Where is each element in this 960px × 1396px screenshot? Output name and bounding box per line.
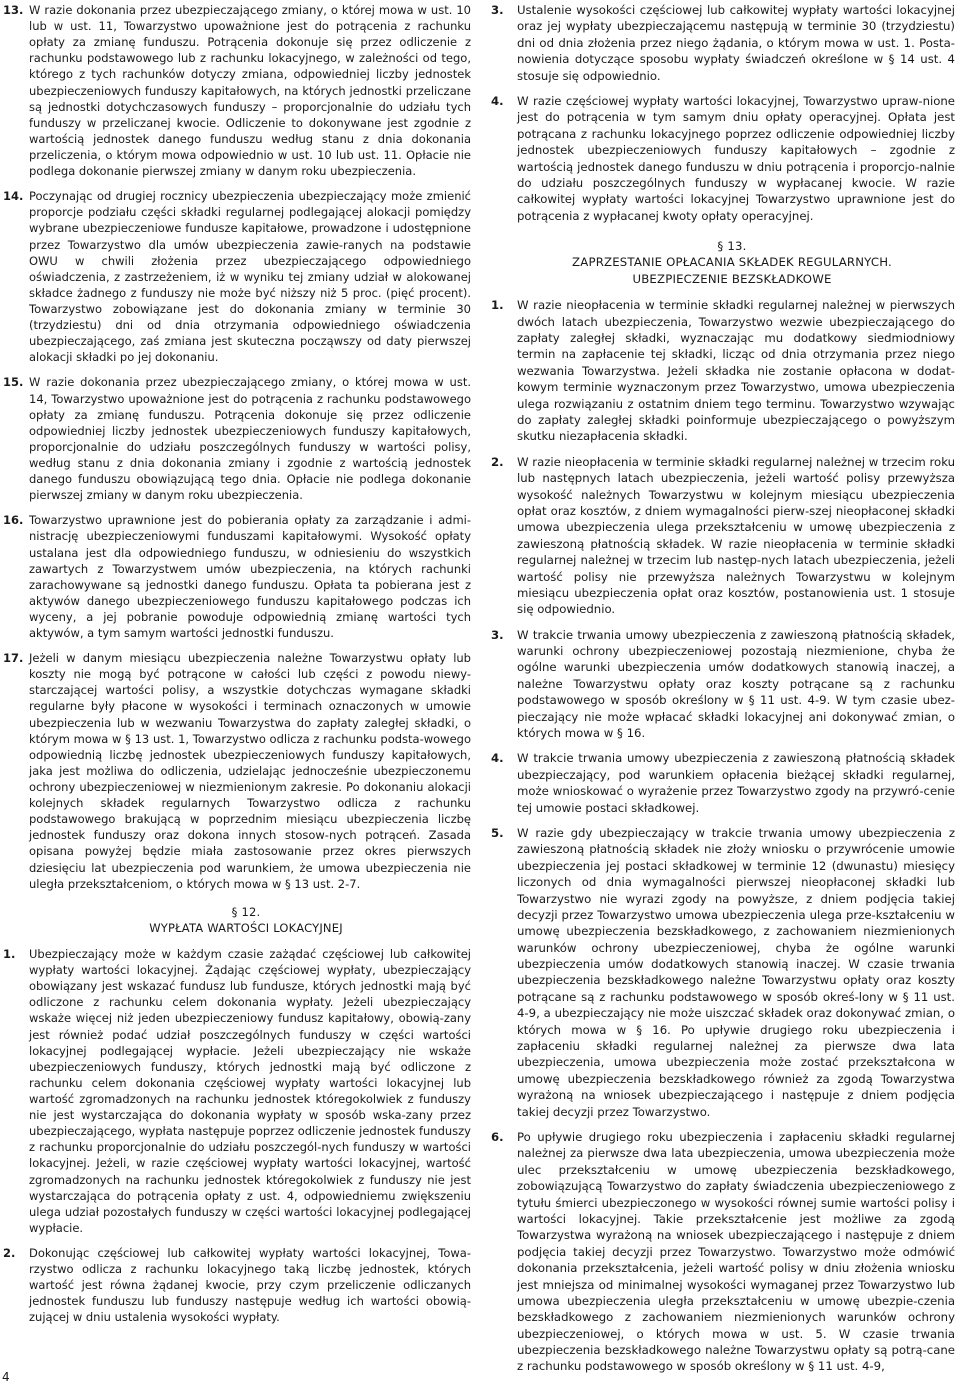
section-heading-12 [3,904,471,936]
paragraph-number: 4. [491,751,504,766]
paragraph [3,946,471,1236]
paragraph [491,2,955,84]
paragraph-text: W razie częściowej wypłaty wartości lokacyjnej, Towarzystwo upraw-nione jest do potrącenia w tym samym dniu opłaty operacyjnej. Opłata jest potrącana z rachunku lokacyjnego poprzez odliczenie odpowiedniej liczby jednostek ubezpieczeniowych funduszy kapitałowych – zgodnie z wartością jednostek danego funduszu w dniu potrącenia i proporcjo-nalnie do udziału poszczególnych funduszy w wypłacanej kwocie. W razie całkowitej wypłaty wartości lokacyjnej Towarzystwo uprawnione jest do potrącenia z wypłacanej kwoty opłaty operacyjnej. [517,93,955,223]
section-number: § 13. [717,239,747,254]
paragraph-number: 16. [3,513,24,528]
paragraph [491,297,955,445]
paragraph-number: 15. [3,375,24,390]
paragraph-text: Po upływie drugiego roku ubezpieczenia i zapłaceniu składki regularnej należnej za pierwsze dwa lata ubezpieczenia, umowa ubezpieczenia może ulec przekształceniu w umowę ubezpieczenia bezskładkowego, zobowiązującą Towarzystwo do zapłaty świadczenia ubezpieczeniowego z tytułu śmierci ubezpieczonego w wysokości równej sumie wartości polisy i wartości lokacyjnej. Takie przekształcenie jest możliwe za zgodą Towarzystwa wyrażoną na wniosek ubezpieczającego i następuje z dniem podjęcia takiej decyzji przez Towarzystwo. Towarzystwo może odmówić dokonania przekształcenia, jeżeli wartość polisy w dniu złożenia wniosku jest mniejsza od minimalnej wysokości wymaganej przez Towarzystwo lub umowa ubezpieczenia uległa przekształceniu w umowę ubezpie-czenia bezskładkowego z zachowaniem niezmienionych warunków ochrony ubezpieczeniowej, o których mowa w ust. 5. W czasie trwania ubezpieczenia bezskładkowego należne Towarzystwu opłaty są potrą-cane z rachunku podstawowego w sposób określony w § 11 ust. 4-9, [517,1130,955,1374]
paragraph-number: 2. [3,1245,16,1260]
paragraph-text: W trakcie trwania umowy ubezpieczenia z zawieszoną płatnością składek ubezpieczający, pod warunkiem opłacenia bieżącej składki regularnej, może wnioskować o wyrażenie przez Towarzystwo zgody na przywró-cenie tej umowie postaci składkowej. [517,751,955,815]
paragraph-number: 2. [491,454,504,469]
page-number: 4 [2,1370,10,1384]
paragraph-text: Ubezpieczający może w każdym czasie zażądać częściowej lub całkowitej wypłaty wartości lokacyjnej. Żądając częściowej wypłaty, ubezpieczający obowiązany jest wskazać fundusz lub fundusze, których jednostki mają być odliczone z rachunku celem dokonania wypłaty. Jeżeli ubezpieczający wskaże więcej niż jeden ubezpieczeniowy fundusz kapitałowy, obowią-zany jest również podać udział poszczególnych funduszy w części wartości lokacyjnej podlegającej wypłacie. Jeżeli ubezpieczający nie wskaże ubezpieczeniowych funduszy, których jednostki mają być odliczone z rachunku celem dokonania częściowej wypłaty wartości lokacyjnej lub wartość zgromadzonych na rachunku jednostek któregokolwiek z funduszy nie jest wystarczająca do dokonania wypłaty w sposób wska-zany przez ubezpieczającego, wypłata następuje poprzez odliczenie jednostek funduszy z rachunku proporcjonalnie do udziału poszczegól-nych funduszy w wartości lokacyjnej. Jeżeli, w razie częściowej wypłaty wartości lokacyjnej, wartość zgromadzonych na rachunku jednostek któregokolwiek z funduszy nie jest wystarczająca do potrącenia opłaty z ust. 4, odpowiedniemu zwiększeniu ulega udział pozostałych funduszy w części wartości lokacyjnej podlegającej wypłacie. [29,947,471,1235]
paragraph [491,1129,955,1375]
paragraph [3,650,471,892]
paragraph-number: 14. [3,189,24,204]
paragraph-text: W razie dokonania przez ubezpieczającego zmiany, o której mowa w ust. 14, Towarzystwo upoważnione jest do potrącenia z rachunku podstawowego opłaty za zmianę funduszu. Potrącenia dokonuje się przez odliczenie odpowiedniej liczby jednostek ubezpieczeniowych funduszy kapitałowych, proporcjonalnie do udziału poszczególnych funduszy w wartości polisy, według stanu z dnia dokonania zmiany i zgodnie z wartością jednostek danego funduszu obowiązującą tego dnia. Opłacie nie podlega dokonanie pierwszej zmiany w danym roku ubezpieczenia. [29,375,471,503]
paragraph [491,825,955,1120]
paragraph-text: Dokonując częściowej lub całkowitej wypłaty wartości lokacyjnej, Towa-rzystwo odlicza z rachunku lokacyjnego taką liczbę jednostek, których wartość jest równa żądanej kwocie, przy czym przeliczenie odliczanych jednostek funduszu lub funduszy następuje według ich wartości obowią-zującej w dniu ustalenia wysokości wypłaty. [29,1245,471,1325]
section-title-line-1: ZAPRZESTANIE OPŁACANIA SKŁADEK REGULARNYCH. [572,255,892,270]
paragraph-text: Jeżeli w danym miesiącu ubezpieczenia należne Towarzystwu opłaty lub koszty nie mogą być potrącone w całości lub części z powodu niewy-starczającej wartości polisy, a wszystkie dotychczas wymagane składki regularne były płacone w wysokości i terminach oznaczonych w umowie ubezpieczenia lub w wezwaniu Towarzystwa do zapłaty zaległej składki, o którym mowa w § 13 ust. 1, Towarzystwo odlicza z rachunku podsta-wowego odpowiednią liczbę jednostek ubezpieczeniowych funduszy kapitałowych, jaka jest możliwa do odliczenia, udzielając jednocześnie ubezpieczonemu ochrony ubezpieczeniowej w niezmienionym zakresie. Po dokonaniu alokacji kolejnych składek regularnych Towarzystwo odlicza z rachunku podstawowego brakującą w poprzednim miesiącu ubezpieczenia liczbę jednostek funduszy oraz dokona innych stosow-nych potrąceń. Zasada opisana powyżej będzie miała zastosowanie przez okres pierwszych dziesięciu lat ubezpieczenia pod warunkiem, że umowa ubezpieczenia nie uległa przekształceniom, o których mowa w § 13 ust. 2-7. [29,651,471,891]
paragraph-text: W razie dokonania przez ubezpieczającego zmiany, o której mowa w ust. 10 lub w ust. 11, Towarzystwo upoważnione jest do potrącenia z rachunku opłaty za zmianę funduszu. Potrącenia dokonuje się przez odliczenie z rachunku podstawowego lub z rachunku lokacyjnego, w zależności od tego, którego z tych rachunków dotyczy zmiana, odpowiedniej liczby jednostek ubezpieczeniowych funduszy kapitałowych, na których jednostki przeliczane są jednostki dotychczasowych funduszy – proporcjonalnie do udziału tych funduszy w przeliczanej kwocie. Odliczenie to dokonywane jest zgodnie z wartością jednostek danego funduszu według stanu z dnia dokonania przeliczenia, o którym mowa odpowiednio w ust. 10 lub ust. 11. Opłacie nie podlega dokonanie pierwszej zmiany w danym roku ubezpieczenia. [29,3,471,179]
paragraph-number: 6. [491,1130,504,1144]
section-heading-13 [491,238,955,287]
paragraph-text: W razie nieopłacenia w terminie składki regularnej należnej w trzecim roku lub następnych latach ubezpieczenia, jeżeli wartość polisy przewyższa wysokość należnych Towarzystwu w kolejnym miesiącu ubezpieczenia opłat oraz kosztów, z dniem wymagalności pierw-szej nieopłaconej składki umowa ubezpieczenia ulega przekształceniu w umowę ubezpieczenia z zawieszoną płatnością składek. W razie nieopłacenia w terminie składki regularnej należnej w trzecim lub następ-nych latach ubezpieczenia, jeżeli wartość polisy nie przewyższa należnych Towarzystwu w kolejnym miesiącu ubezpieczenia opłat oraz kosztów, postanowienia ust. 1 stosuje się odpowiednio. [517,454,956,617]
paragraph-number: 1. [491,298,504,313]
paragraph [491,93,955,224]
section-title-line-2: UBEZPIECZENIE BEZSKŁADKOWE [632,271,832,286]
paragraph-text: Poczynając od drugiej rocznicy ubezpieczenia ubezpieczający może zmienić proporcje podziału części składki regularnej podlegającej alokacji pomiędzy wybrane ubezpieczeniowe fundusze kapitałowe, prowadzone i udostępnione przez Towarzystwo dla umów ubezpieczenia zawie-ranych na podstawie OWU w chwili złożenia przez ubezpieczającego odpowiedniego oświadczenia, z zastrzeżeniem, iż w wyniku tej zmiany udział w alokowanej składce żadnego z funduszy nie może być niższy niż 5 proc. (pięć procent). Towarzystwo zobowiązane jest do dokonania zmiany w terminie 30 (trzydziestu) dni od dnia otrzymania odpowiedniego oświadczenia ubezpieczającego, zaś zmiana jest skuteczna począwszy od daty pierwszej alokacji składki po jej dokonaniu. [29,189,471,365]
paragraph [3,188,471,365]
paragraph-number: 13. [3,3,24,17]
left-column [3,2,471,1335]
paragraph-text: Towarzystwo uprawnione jest do pobierania opłaty za zarządzanie i admi-nistrację ubezpieczeniowymi funduszami kapitałowymi. Wysokość opłaty ustalana jest dla odpowiedniego funduszu, w odniesieniu do wszystkich zawartych z Towarzystwem umów ubezpieczenia, na których rachunki zarachowywane są jednostki danego funduszu. Opłata ta pobierana jest z aktywów danego ubezpieczeniowego funduszu kapitałowego podczas ich wyceny, a jej pobranie powoduje odpowiednią zmianę wartości tych aktywów, a tym samym wartości jednostki funduszu. [29,513,471,641]
paragraph-text: W razie gdy ubezpieczający w trakcie trwania umowy ubezpieczenia z zawieszoną płatnością składek nie złoży wniosku o przywrócenie umowie ubezpieczenia jej postaci składkowej w terminie 12 (dwunastu) miesięcy liczonych od dnia wymagalności pierwszej nieopłaconej składki lub Towarzystwo nie wyrazi zgody na powyższe, z dniem podjęcia takiej decyzji przez Towarzystwo umowa ubezpieczenia ulega prze-kształceniu w umowę ubezpieczenia bezskładkowego, z zachowaniem niezmienionych warunków ochrony ubezpieczeniowej, chyba że ogólne warunki ubezpieczenia umów dodatkowych stanowią inaczej. W czasie trwania ubezpieczenia bezskładkowego należne Towarzystwu opłaty oraz koszty potrącane są z rachunku podstawowego w sposób okreś-lony w § 11 ust. 4-9, a ubezpieczający nie może uiszczać składek oraz dokonywać zmian, o których mowa w § 16. Po upływie drugiego roku ubezpieczenia i zapłaceniu składki regularnej należnej za pierwsze dwa lata ubezpieczenia, umowa ubezpieczenia może zostać przekształcona w umowę ubezpieczenia bezskładkowego również za zgodą Towarzystwa wyrażoną na wniosek ubezpieczającego i następuje z dniem podjęcia takiej decyzji przez Towarzystwo. [517,825,955,1119]
paragraph [491,454,955,618]
paragraph-text: W trakcie trwania umowy ubezpieczenia z zawieszoną płatnością składek, warunki ochrony ubezpieczeniowej pozostają niezmienione, chyba że ogólne warunki ubezpieczenia umów dodatkowych stanowią inaczej, a należne Towarzystwu opłaty oraz koszty potrącane są z rachunku podstawowego w sposób określony w § 11 ust. 4-9. W tym czasie ubez-pieczający nie może wpłacać składki lokacyjnej ani dokonywać zmian, o których mowa w § 16. [517,627,955,741]
paragraph-number: 1. [3,947,16,962]
paragraph [3,2,471,179]
paragraph-number: 17. [3,651,24,666]
paragraph [491,750,955,816]
paragraph-number: 3. [491,3,504,17]
section-title: WYPŁATA WARTOŚCI LOKACYJNEJ [149,920,343,935]
paragraph-number: 3. [491,627,504,642]
paragraph-text: Ustalenie wysokości częściowej lub całkowitej wypłaty wartości lokacyjnej oraz jej wypłaty ubezpieczającemu następują w terminie 30 (trzydziestu) dni od dnia złożenia przez niego żądania, o którym mowa w ust. 1. Posta-nowienia dotyczące sposobu wypłaty świadczeń określone w § 14 ust. 4 stosuje się odpowiednio. [517,3,955,83]
right-column [491,2,955,1384]
section-number: § 12. [231,904,261,919]
paragraph [3,374,471,503]
paragraph-text: W razie nieopłacenia w terminie składki regularnej należnej w pierwszych dwóch latach ubezpieczenia, Towarzystwo wezwie ubezpieczającego do zapłaty zaległej składki, wyznaczając mu dodatkowy siedmiodniowy termin na zapłacenie tej składki, licząc od dnia otrzymania przez niego wezwania Towarzystwa. Jeżeli składka nie zostanie opłacona w dodat-kowym terminie wyznaczonym przez Towarzystwo, umowa ubezpieczenia ulega rozwiązaniu z ostatnim dniem tego terminu. Towarzystwo wzywając do zapłaty zaległej składki poinformuje ubezpieczającego o powyższym skutku niezapłacenia składki. [517,298,955,444]
paragraph [491,627,955,742]
paragraph [3,512,471,641]
paragraph-number: 5. [491,825,504,840]
paragraph-number: 4. [491,93,504,108]
paragraph [3,1245,471,1326]
